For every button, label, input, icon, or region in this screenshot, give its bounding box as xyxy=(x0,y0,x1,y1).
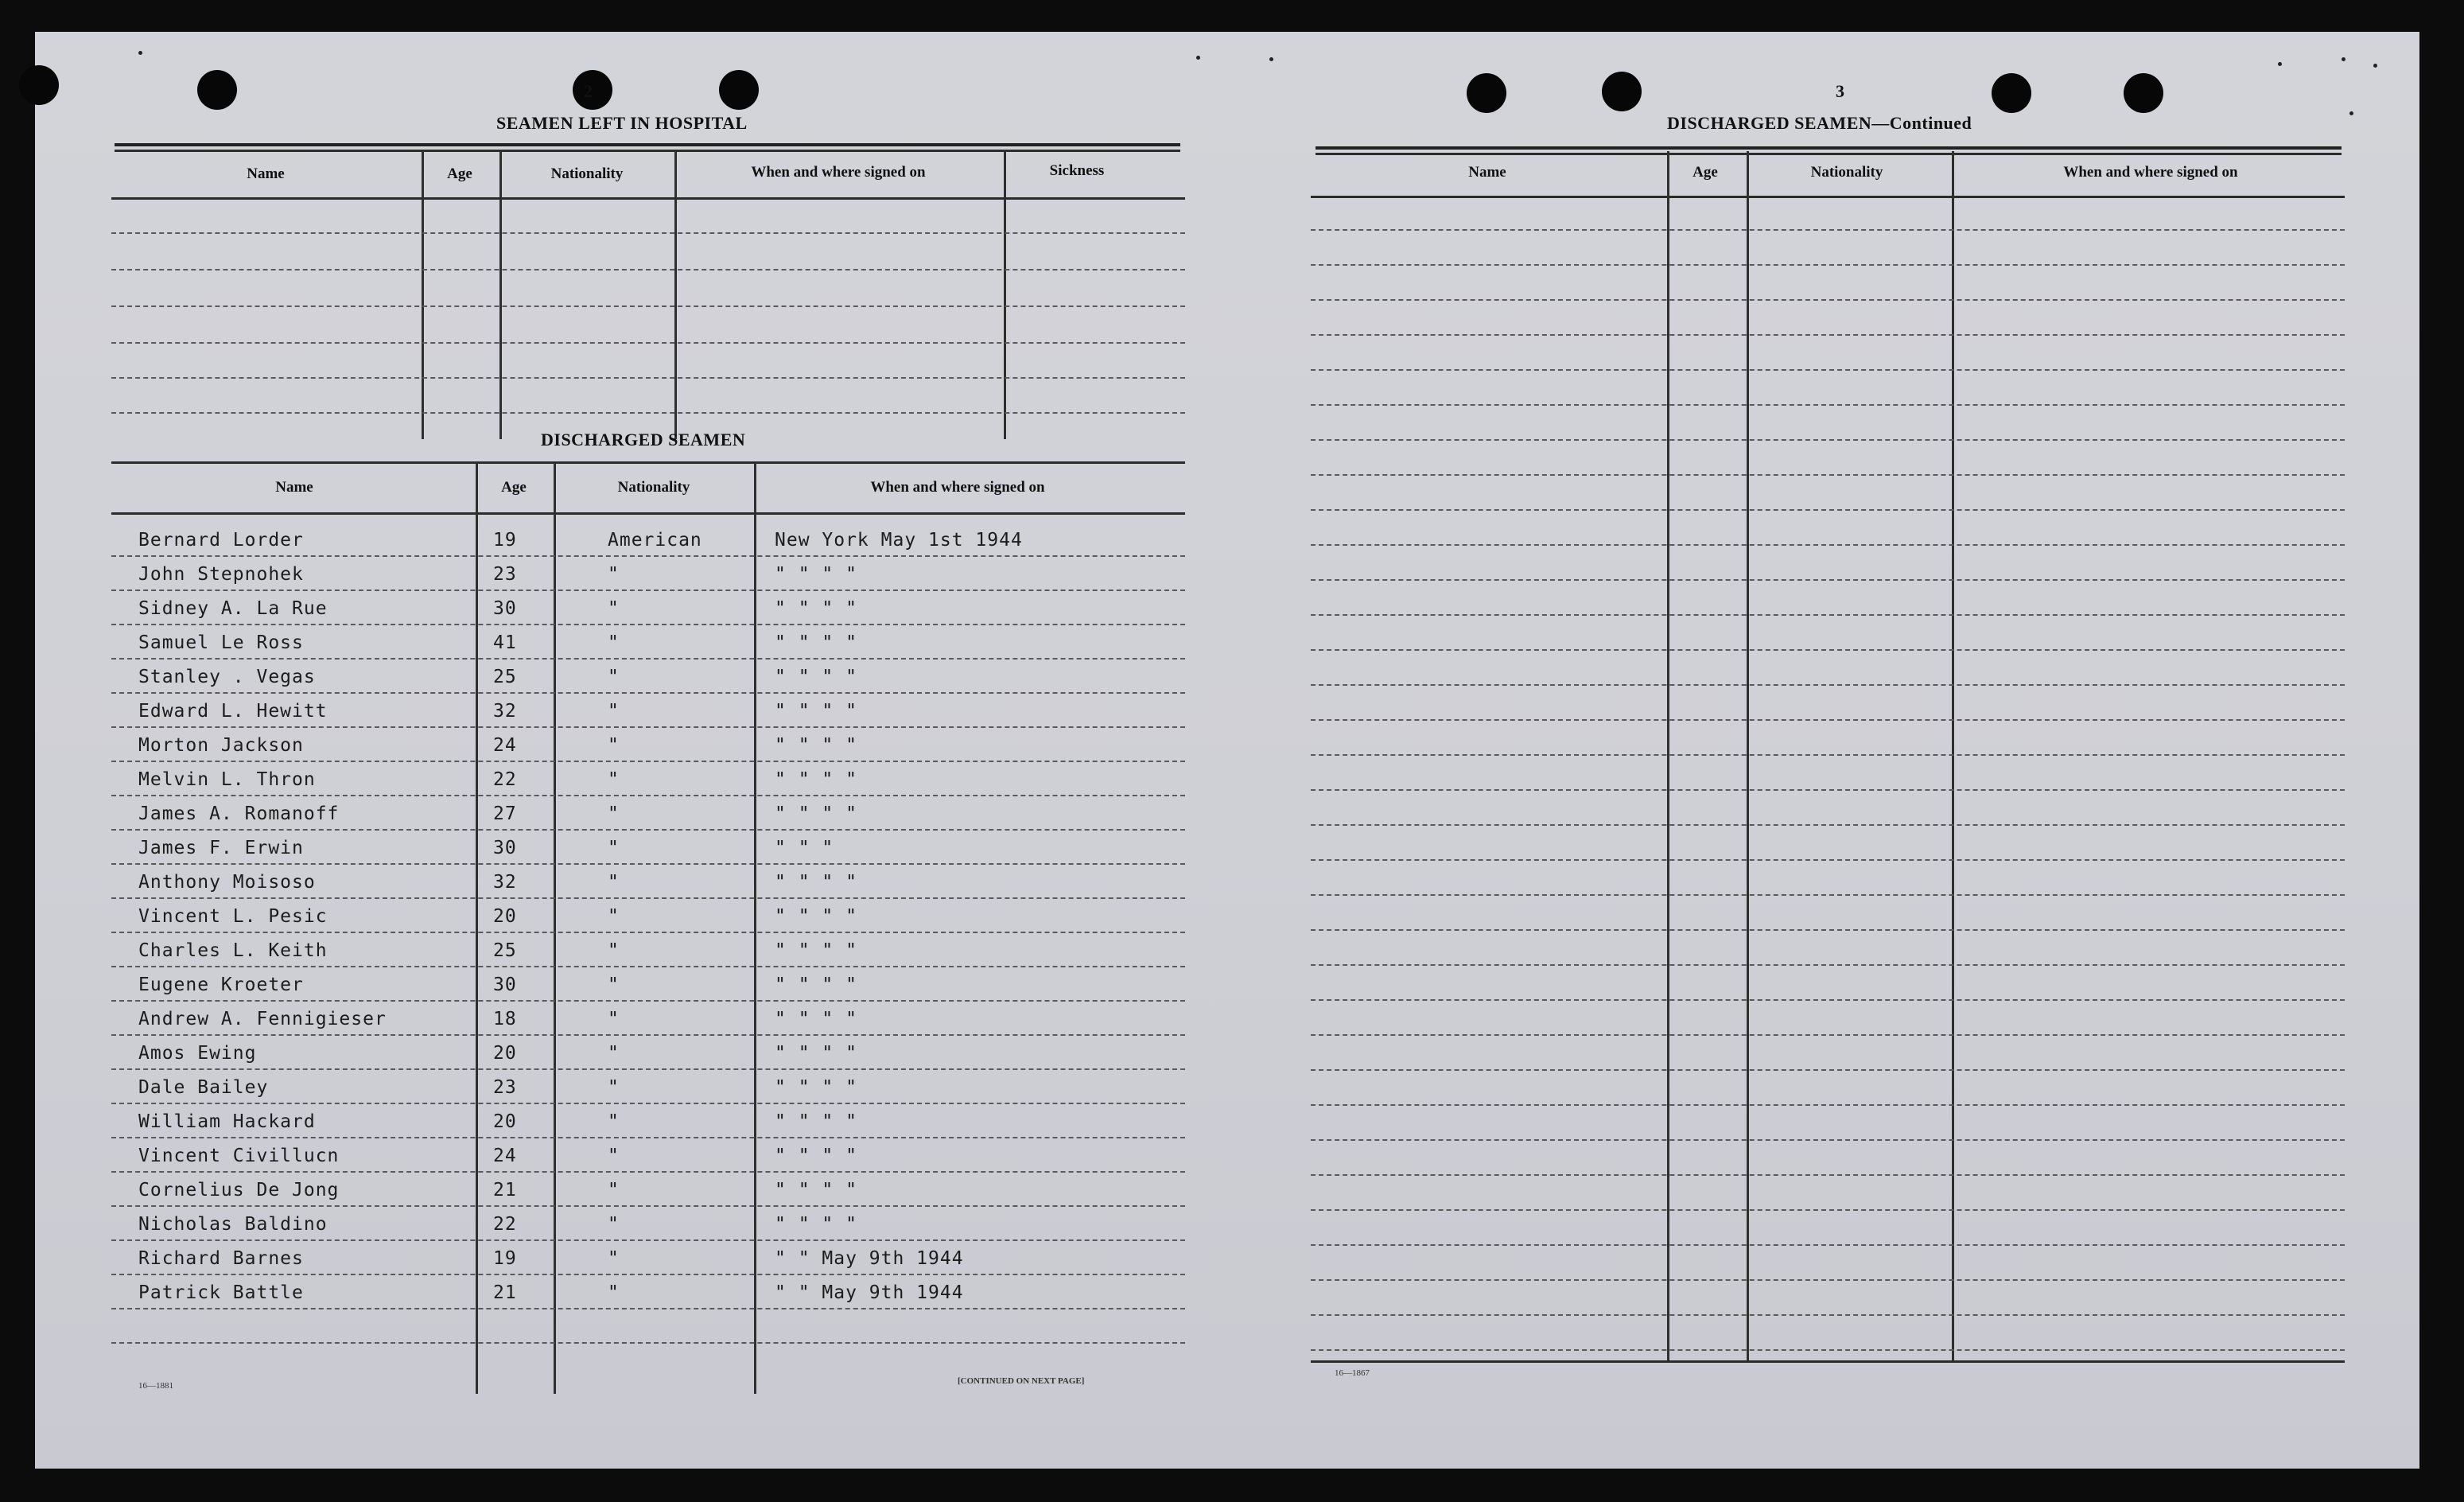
punch-hole xyxy=(573,70,612,110)
seaman-nationality: " xyxy=(608,1146,620,1166)
seaman-signed-on: New York May 1st 1944 xyxy=(775,530,1023,551)
row-line xyxy=(111,966,1185,967)
seaman-age: 21 xyxy=(493,1282,517,1303)
row-line xyxy=(111,1308,1185,1309)
right-entry-line xyxy=(1311,719,2345,721)
row-line xyxy=(111,624,1185,625)
right-header-rule xyxy=(1311,196,2345,198)
right-entry-line xyxy=(1311,1209,2345,1211)
right-bottom-rule xyxy=(1311,1360,2345,1363)
right-entry-line xyxy=(1311,509,2345,511)
discharged-section-title: DISCHARGED SEAMEN xyxy=(541,430,746,449)
right-top-rule-2 xyxy=(1316,153,2342,155)
seaman-age: 30 xyxy=(493,598,517,619)
speck xyxy=(2342,57,2345,61)
seaman-name: Andrew A. Fennigieser xyxy=(138,1009,387,1029)
right-entry-line xyxy=(1311,859,2345,861)
seaman-age: 23 xyxy=(493,564,517,585)
hospital-entry-line xyxy=(111,232,1185,234)
seaman-age: 25 xyxy=(493,940,517,961)
seaman-name: Eugene Kroeter xyxy=(138,975,304,995)
right-entry-line xyxy=(1311,824,2345,826)
discharged-top-rule xyxy=(111,461,1185,464)
row-line xyxy=(111,1103,1185,1104)
seaman-name: Vincent L. Pesic xyxy=(138,906,328,927)
row-line xyxy=(111,1205,1185,1207)
right-col-signed-on: When and where signed on xyxy=(2063,164,2238,181)
seaman-nationality: " xyxy=(608,1214,620,1235)
crew-list-sheet xyxy=(35,32,2419,1469)
right-col-divider xyxy=(1952,151,1954,1360)
right-entry-line xyxy=(1311,369,2345,371)
seaman-nationality: " xyxy=(608,1282,620,1303)
seaman-nationality: " xyxy=(608,804,620,824)
punch-hole xyxy=(719,70,759,110)
seaman-name: Charles L. Keith xyxy=(138,940,328,961)
seaman-name: Bernard Lorder xyxy=(138,530,304,551)
right-entry-line xyxy=(1311,1174,2345,1176)
punch-hole xyxy=(1602,72,1642,111)
right-entry-line xyxy=(1311,754,2345,756)
speck xyxy=(138,51,142,55)
seaman-name: James F. Erwin xyxy=(138,838,304,858)
seaman-age: 22 xyxy=(493,1214,517,1235)
discharged-col-divider xyxy=(554,463,556,1394)
seaman-age: 20 xyxy=(493,906,517,927)
hospital-col-signed-on: When and where signed on xyxy=(751,164,926,181)
seaman-nationality: " xyxy=(608,769,620,790)
seaman-age: 32 xyxy=(493,872,517,893)
seaman-nationality: " xyxy=(608,975,620,995)
seaman-signed-on: " " " " xyxy=(775,1111,857,1132)
right-entry-line xyxy=(1311,299,2345,301)
seaman-nationality: " xyxy=(608,838,620,858)
row-line xyxy=(111,897,1185,899)
seaman-age: 30 xyxy=(493,838,517,858)
right-entry-line xyxy=(1311,1069,2345,1071)
seaman-name: Morton Jackson xyxy=(138,735,304,756)
right-col-divider xyxy=(1747,151,1749,1360)
speck xyxy=(2278,62,2282,66)
punch-hole xyxy=(197,70,237,110)
seaman-signed-on: " " " " xyxy=(775,735,857,756)
right-entry-line xyxy=(1311,894,2345,896)
seaman-signed-on: " " " " xyxy=(775,598,857,619)
right-section-title: DISCHARGED SEAMEN—Continued xyxy=(1667,113,1972,133)
seaman-nationality: " xyxy=(608,1111,620,1132)
seaman-age: 30 xyxy=(493,975,517,995)
row-line xyxy=(111,555,1185,557)
right-entry-line xyxy=(1311,404,2345,406)
seaman-signed-on: " " " " xyxy=(775,1146,857,1166)
hospital-entry-line xyxy=(111,377,1185,379)
punch-hole xyxy=(19,65,59,105)
seaman-signed-on: " " " " xyxy=(775,701,857,722)
row-line xyxy=(111,1239,1185,1241)
seaman-age: 24 xyxy=(493,1146,517,1166)
seaman-signed-on: " " " " xyxy=(775,872,857,893)
right-entry-line xyxy=(1311,649,2345,651)
speck xyxy=(2349,111,2353,115)
seaman-signed-on: " " " " xyxy=(775,940,857,961)
seaman-name: Melvin L. Thron xyxy=(138,769,316,790)
hospital-col-divider xyxy=(422,151,424,439)
right-entry-line xyxy=(1311,229,2345,231)
seaman-signed-on: " " " " xyxy=(775,667,857,687)
discharged-col-nationality: Nationality xyxy=(617,479,690,496)
row-line xyxy=(111,1342,1185,1344)
hospital-col-divider xyxy=(1004,151,1006,439)
seaman-age: 20 xyxy=(493,1043,517,1064)
hospital-top-rule-2 xyxy=(115,150,1180,152)
discharged-col-divider xyxy=(476,463,478,1394)
seaman-name: Samuel Le Ross xyxy=(138,632,304,653)
discharged-col-name: Name xyxy=(275,479,313,496)
seaman-signed-on: " " " " xyxy=(775,1180,857,1200)
seaman-signed-on: " " " xyxy=(775,838,834,858)
seaman-age: 18 xyxy=(493,1009,517,1029)
seaman-signed-on: " " " " xyxy=(775,1043,857,1064)
seaman-name: Stanley . Vegas xyxy=(138,667,316,687)
seaman-nationality: " xyxy=(608,1077,620,1098)
left-form-number: 16—1881 xyxy=(138,1381,173,1391)
right-entry-line xyxy=(1311,1034,2345,1036)
right-col-divider xyxy=(1667,151,1669,1360)
right-entry-line xyxy=(1311,1279,2345,1281)
right-col-age: Age xyxy=(1693,164,1718,181)
seaman-name: John Stepnohek xyxy=(138,564,304,585)
discharged-header-rule xyxy=(111,512,1185,515)
row-line xyxy=(111,829,1185,831)
hospital-entry-line xyxy=(111,342,1185,344)
hospital-col-name: Name xyxy=(247,165,285,182)
seaman-age: 41 xyxy=(493,632,517,653)
seaman-name: Patrick Battle xyxy=(138,1282,304,1303)
seaman-signed-on: " " " " xyxy=(775,1009,857,1029)
seaman-age: 22 xyxy=(493,769,517,790)
seaman-nationality: " xyxy=(608,632,620,653)
seaman-nationality: " xyxy=(608,735,620,756)
seaman-name: Edward L. Hewitt xyxy=(138,701,328,722)
hospital-section-title: SEAMEN LEFT IN HOSPITAL xyxy=(496,113,748,133)
right-entry-line xyxy=(1311,474,2345,476)
seaman-name: Richard Barnes xyxy=(138,1248,304,1269)
right-entry-line xyxy=(1311,684,2345,686)
row-line xyxy=(111,863,1185,865)
row-line xyxy=(111,692,1185,694)
seaman-age: 19 xyxy=(493,530,517,551)
seaman-signed-on: " " " " xyxy=(775,804,857,824)
seaman-nationality: " xyxy=(608,872,620,893)
seaman-nationality: " xyxy=(608,906,620,927)
row-line xyxy=(111,726,1185,728)
row-line xyxy=(111,1000,1185,1002)
seaman-name: Nicholas Baldino xyxy=(138,1214,328,1235)
seaman-age: 25 xyxy=(493,667,517,687)
right-entry-line xyxy=(1311,439,2345,441)
seaman-age: 24 xyxy=(493,735,517,756)
seaman-age: 20 xyxy=(493,1111,517,1132)
right-entry-line xyxy=(1311,614,2345,616)
seaman-name: Sidney A. La Rue xyxy=(138,598,328,619)
seaman-name: William Hackard xyxy=(138,1111,316,1132)
punch-hole xyxy=(1992,73,2031,113)
right-entry-line xyxy=(1311,1244,2345,1246)
row-line xyxy=(111,1034,1185,1036)
row-line xyxy=(111,590,1185,591)
punch-hole xyxy=(1467,73,1506,113)
seaman-nationality: " xyxy=(608,1248,620,1269)
seaman-signed-on: " " May 9th 1944 xyxy=(775,1248,964,1269)
seaman-signed-on: " " " " xyxy=(775,975,857,995)
seaman-signed-on: " " " " xyxy=(775,906,857,927)
row-line xyxy=(111,932,1185,933)
right-entry-line xyxy=(1311,264,2345,266)
row-line xyxy=(111,658,1185,660)
speck xyxy=(2373,64,2377,68)
speck xyxy=(1269,57,1273,61)
seaman-nationality: American xyxy=(608,530,702,551)
seaman-name: Vincent Civillucn xyxy=(138,1146,340,1166)
seaman-signed-on: " " May 9th 1944 xyxy=(775,1282,964,1303)
seaman-age: 32 xyxy=(493,701,517,722)
hospital-header-rule xyxy=(111,197,1185,200)
hospital-top-rule xyxy=(115,143,1180,146)
right-entry-line xyxy=(1311,1139,2345,1141)
right-entry-line xyxy=(1311,999,2345,1001)
punch-hole xyxy=(2124,73,2163,113)
right-entry-line xyxy=(1311,929,2345,931)
row-line xyxy=(111,795,1185,796)
hospital-col-age: Age xyxy=(447,165,472,182)
right-entry-line xyxy=(1311,579,2345,581)
discharged-col-age: Age xyxy=(501,479,527,496)
seaman-age: 23 xyxy=(493,1077,517,1098)
seaman-name: James A. Romanoff xyxy=(138,804,340,824)
row-line xyxy=(111,1274,1185,1275)
seaman-name: Cornelius De Jong xyxy=(138,1180,340,1200)
seaman-nationality: " xyxy=(608,701,620,722)
hospital-entry-line xyxy=(111,412,1185,414)
row-line xyxy=(111,1171,1185,1173)
row-line xyxy=(111,1068,1185,1070)
seaman-signed-on: " " " " xyxy=(775,1214,857,1235)
seaman-age: 21 xyxy=(493,1180,517,1200)
seaman-nationality: " xyxy=(608,667,620,687)
right-entry-line xyxy=(1311,334,2345,336)
hospital-entry-line xyxy=(111,269,1185,270)
seaman-nationality: " xyxy=(608,598,620,619)
right-entry-line xyxy=(1311,789,2345,791)
seaman-signed-on: " " " " xyxy=(775,769,857,790)
hospital-col-divider xyxy=(499,151,502,439)
seaman-signed-on: " " " " xyxy=(775,564,857,585)
seaman-name: Amos Ewing xyxy=(138,1043,257,1064)
right-form-number: 16—1867 xyxy=(1335,1368,1370,1378)
seaman-name: Anthony Moisoso xyxy=(138,872,316,893)
seaman-nationality: " xyxy=(608,1180,620,1200)
seaman-name: Dale Bailey xyxy=(138,1077,269,1098)
right-entry-line xyxy=(1311,544,2345,546)
hospital-col-divider xyxy=(674,151,677,439)
right-col-name: Name xyxy=(1468,164,1506,181)
row-line xyxy=(111,761,1185,762)
continued-note: [CONTINUED ON NEXT PAGE] xyxy=(958,1376,1085,1386)
right-col-nationality: Nationality xyxy=(1810,164,1883,181)
right-entry-line xyxy=(1311,1314,2345,1316)
hospital-col-sickness: Sickness xyxy=(1049,162,1105,179)
seaman-nationality: " xyxy=(608,940,620,961)
speck xyxy=(1196,56,1200,60)
seaman-nationality: " xyxy=(608,564,620,585)
right-top-rule xyxy=(1316,146,2342,150)
seaman-nationality: " xyxy=(608,1009,620,1029)
hospital-entry-line xyxy=(111,305,1185,307)
right-entry-line xyxy=(1311,964,2345,966)
right-entry-line xyxy=(1311,1104,2345,1106)
seaman-signed-on: " " " " xyxy=(775,1077,857,1098)
discharged-col-divider xyxy=(754,463,756,1394)
row-line xyxy=(111,1137,1185,1138)
left-page-number: 2 xyxy=(584,81,593,101)
hospital-col-nationality: Nationality xyxy=(550,165,624,182)
seaman-age: 19 xyxy=(493,1248,517,1269)
seaman-signed-on: " " " " xyxy=(775,632,857,653)
seaman-age: 27 xyxy=(493,804,517,824)
right-entry-line xyxy=(1311,1349,2345,1351)
discharged-col-signed-on: When and where signed on xyxy=(870,479,1045,496)
seaman-nationality: " xyxy=(608,1043,620,1064)
right-page-number: 3 xyxy=(1836,81,1844,101)
